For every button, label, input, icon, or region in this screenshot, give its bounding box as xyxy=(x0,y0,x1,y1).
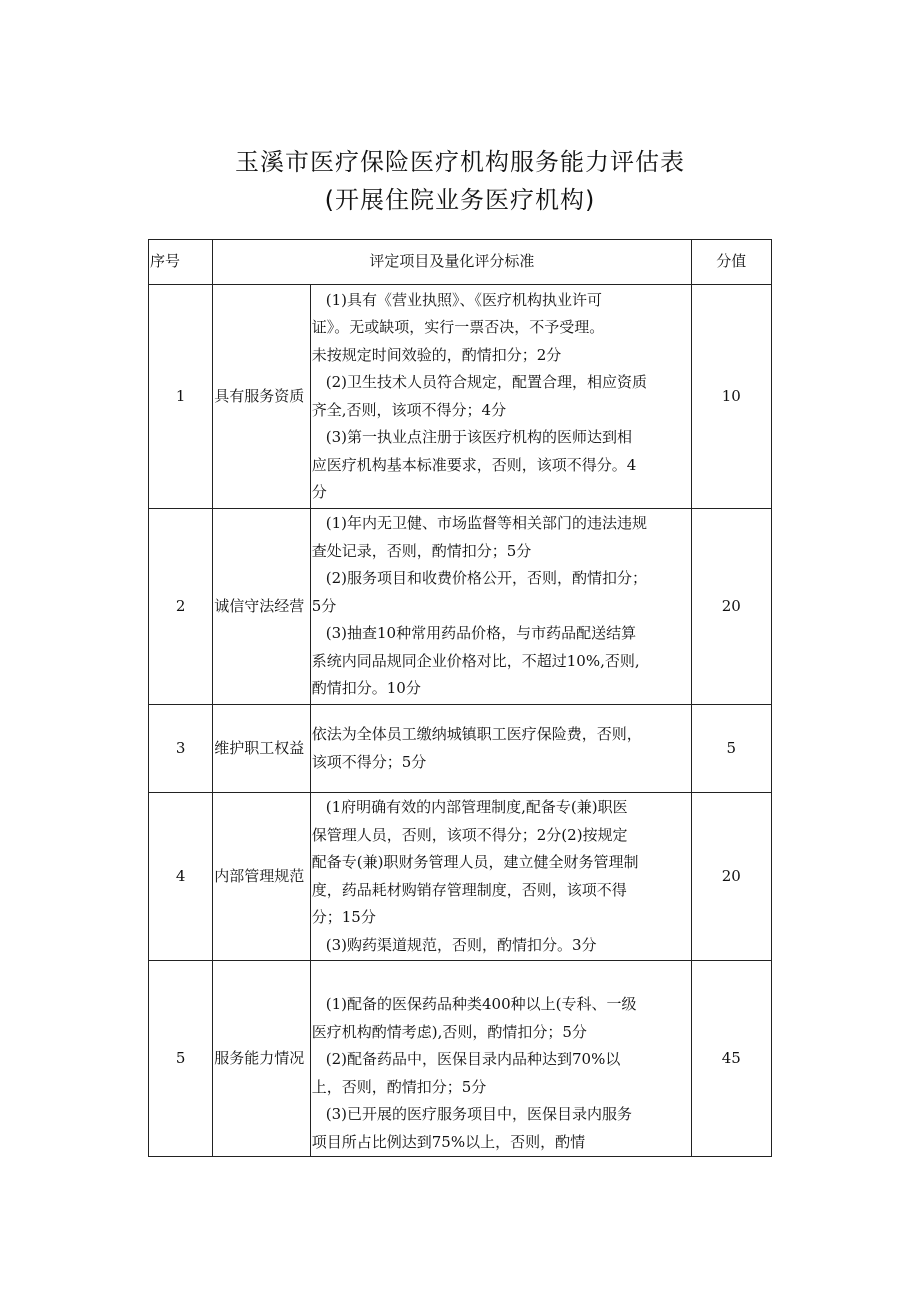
criteria-line: 分 xyxy=(311,483,327,501)
header-score: 分值 xyxy=(691,240,771,285)
criteria-line: (1)配备的医保药品种类400种以上(专科、一级 xyxy=(325,995,637,1013)
evaluation-table xyxy=(148,239,772,1157)
header-criteria: 评定项目及量化评分标准 xyxy=(213,240,691,285)
criteria-line: 该项不得分；5分 xyxy=(311,752,427,771)
row-item: 内部管理规范 xyxy=(213,793,310,961)
criteria-line: (1)具有《营业执照》、《医疗机构执业许可 xyxy=(325,290,602,309)
row-criteria xyxy=(310,509,691,705)
table-row xyxy=(149,961,772,1157)
criteria-line: 酌情扣分。10分 xyxy=(311,679,421,698)
criteria-line: 度，药品耗材购销存管理制度，否则，该项不得 xyxy=(311,880,627,899)
page-subtitle: (开展住院业务医疗机构) xyxy=(324,186,596,214)
row-score: 20 xyxy=(691,509,771,705)
row-item: 诚信守法经营 xyxy=(213,509,310,705)
row-score: 10 xyxy=(691,285,771,509)
criteria-line: (3)第一执业点注册于该医疗机构的医师达到相 xyxy=(325,428,632,446)
criteria-line: 保管理人员，否则，该项不得分；2分(2)按规定 xyxy=(311,825,628,844)
table-row xyxy=(149,509,772,705)
criteria-line: 依法为全体员工缴纳城镇职工医疗保险费，否则， xyxy=(311,725,642,743)
criteria-line: 齐全,否则，该项不得分；4分 xyxy=(311,400,507,419)
criteria-line: (3)已开展的医疗服务项目中，医保目录内服务 xyxy=(325,1105,632,1123)
criteria-line: 未按规定时间效验的，酌情扣分；2分 xyxy=(311,345,562,364)
criteria-line: (3)抽查10种常用药品价格，与市药品配送结算 xyxy=(325,624,637,643)
row-item: 维护职工权益 xyxy=(213,705,310,793)
row-no: 2 xyxy=(149,509,213,705)
criteria-line: 项目所占比例达到75%以上，否则，酌情 xyxy=(311,1132,586,1151)
criteria-line: 应医疗机构基本标准要求，否则，该项不得分。4 xyxy=(311,455,637,474)
row-no: 1 xyxy=(149,285,213,509)
row-no: 5 xyxy=(149,961,213,1157)
row-criteria xyxy=(310,961,691,1157)
row-item: 具有服务资质 xyxy=(213,285,310,509)
criteria-line: 医疗机构酌情考虑),否则，酌情扣分；5分 xyxy=(311,1022,587,1041)
criteria-line: 上，否则，酌情扣分；5分 xyxy=(311,1077,487,1096)
criteria-line: 配备专(兼)职财务管理人员，建立健全财务管理制 xyxy=(311,853,639,871)
criteria-line: 分；15分 xyxy=(311,908,376,926)
row-criteria xyxy=(310,705,691,793)
row-criteria xyxy=(310,793,691,961)
criteria-line: (2)卫生技术人员符合规定，配置合理，相应资质 xyxy=(325,373,647,391)
criteria-line: (1府明确有效的内部管理制度,配备专(兼)职医 xyxy=(325,798,628,816)
row-item: 服务能力情况 xyxy=(213,961,310,1157)
criteria-line: 5分 xyxy=(311,596,337,615)
page-title: 玉溪市医疗保险医疗机构服务能力评估表 xyxy=(235,148,685,176)
criteria-line: (2)配备药品中，医保目录内品种达到70%以 xyxy=(325,1050,621,1068)
criteria-line: 查处记录，否则，酌情扣分；5分 xyxy=(311,541,532,560)
criteria-line: (2)服务项目和收费价格公开，否则，酌情扣分； xyxy=(325,569,647,588)
criteria-line: (1)年内无卫健、市场监督等相关部门的违法违规 xyxy=(325,514,647,533)
row-score: 45 xyxy=(691,961,771,1157)
header-no: 序号 xyxy=(149,240,213,285)
table-row xyxy=(149,705,772,793)
row-criteria xyxy=(310,285,691,509)
table-row xyxy=(149,285,772,509)
table-header-row xyxy=(149,240,772,285)
criteria-line: (3)购药渠道规范，否则，酌情扣分。3分 xyxy=(325,935,597,954)
criteria-line: 系统内同品规同企业价格对比，不超过10%,否则, xyxy=(311,651,640,670)
row-score: 20 xyxy=(691,793,771,961)
table-row xyxy=(149,793,772,961)
row-score: 5 xyxy=(691,705,771,793)
criteria-line: 证》。无或缺项，实行一票否决，不予受理。 xyxy=(311,318,605,336)
row-no: 3 xyxy=(149,705,213,793)
row-no: 4 xyxy=(149,793,213,961)
